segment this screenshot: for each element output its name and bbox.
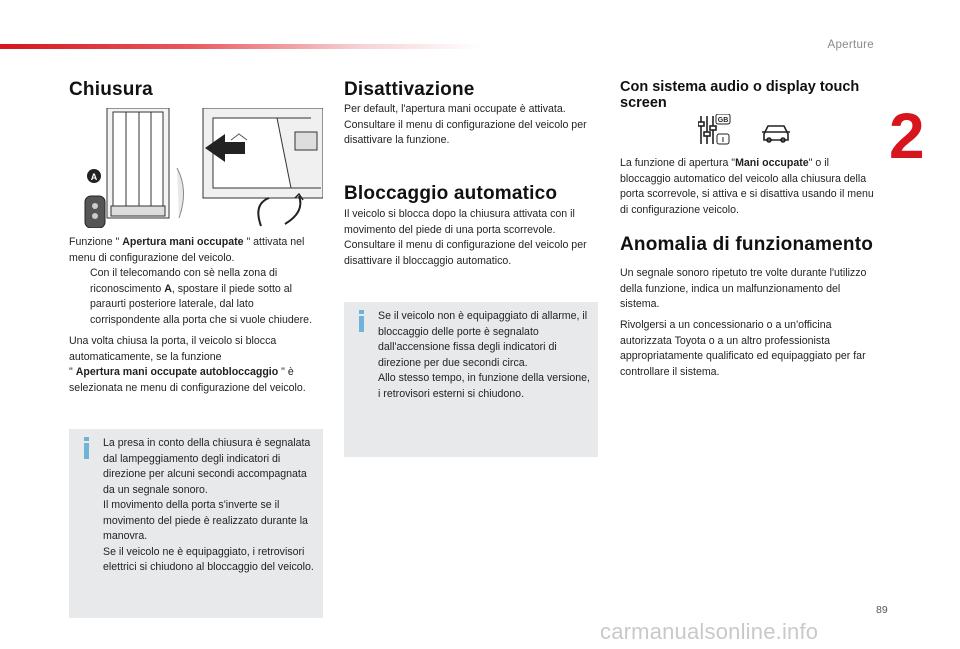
bold-run: Apertura mani occupate xyxy=(122,236,244,248)
heading-bloccaggio-automatico: Bloccaggio automatico xyxy=(344,183,558,204)
info-note-bloccaggio xyxy=(344,302,598,457)
text-disattivazione: Per default, l'apertura mani occupate è attivata. Consultare il menu di configurazione del veicolo per disattivare la funzione. xyxy=(344,103,587,146)
text-anomalia-1: Un segnale sonoro ripetuto tre volte durante l'utilizzo della funzione, indica un malfunzionamento del sistema. xyxy=(620,267,867,310)
sliders-icon xyxy=(698,116,716,144)
text-run: " attivata nel menu di configurazione del veicolo. xyxy=(69,236,305,264)
note-text: La presa in conto della chiusura è segnalata dal lampeggiamento degli indicatori di direzione per alcuni secondi accompagnata da un segnale sonoro. Il movimento della porta s'inverte se il movimento del piede è realizzato durante la manovra. Se il veicolo ne è equipaggiato, i retrovisori elettrici si chiudono al bloccaggio del veicolo. xyxy=(103,437,314,573)
bullet-text xyxy=(90,266,325,328)
heading-chiusura: Chiusura xyxy=(69,79,153,100)
text-run: Con il telecomando con sè nella zona di riconoscimento xyxy=(90,267,278,295)
text-run: " è selezionata ne menu di configurazione del veicolo. xyxy=(69,366,306,394)
remote-key-icon xyxy=(85,196,105,228)
gb-badge-text: GB xyxy=(717,117,729,124)
text-run: " xyxy=(69,366,76,378)
info-icon xyxy=(81,437,95,459)
header-color-bar xyxy=(0,44,480,49)
paragraph-autolock xyxy=(69,334,325,396)
text-run: , spostare il piede sotto al paraurti posteriore laterale, dal lato corrispondente alla porta che si vuole chiudere. xyxy=(90,282,313,326)
heading-disattivazione: Disattivazione xyxy=(344,79,475,100)
text-run: " o il bloccaggio automatico del veicolo alla chiusura della porta scorrevole, si attiva e si disattiva usando il menu di configurazione veicolo. xyxy=(620,157,874,216)
car-icon xyxy=(762,126,790,142)
label-a-text: A xyxy=(90,172,98,182)
text-run: Una volta chiusa la porta, il veicolo si blocca automaticamente, se la funzione xyxy=(69,335,277,363)
bold-run: A xyxy=(164,282,172,295)
text-anomalia-2: Rivolgersi a un concessionario o a un'officina autorizzata Toyota o a un altro professionista appropriatamente qualificato ed equipaggiato per far controllare il sistema. xyxy=(620,319,866,378)
bullet-item xyxy=(69,266,325,328)
language-gb-icon xyxy=(716,114,730,144)
watermark: carmanualsonline.info xyxy=(600,619,819,644)
info-icon xyxy=(356,310,370,332)
paragraph-function xyxy=(69,235,325,266)
section-label: Aperture xyxy=(827,39,874,51)
foot-motion-arrow-icon xyxy=(258,194,303,226)
text-bloccaggio: Il veicolo si blocca dopo la chiusura attivata con il movimento del piede di una porta scorrevole. Consultare il menu di configurazione del veicolo per disattivare il bloccaggio automatico. xyxy=(344,208,587,267)
text-run: La funzione di apertura " xyxy=(620,157,736,169)
van-rear-illustration xyxy=(81,108,323,228)
heading-anomalia: Anomalia di funzionamento xyxy=(620,234,874,255)
note-text: Se il veicolo non è equipaggiato di allarme, il bloccaggio delle porte è segnalato dall'accensione fissa degli indicatori di direzione per due secondi circa. Allo stesso tempo, in funzione della versione, i retrovisori esterni si chiudono. xyxy=(378,310,590,400)
label-a-marker xyxy=(87,169,101,183)
van-top-view xyxy=(95,108,183,228)
settings-icons xyxy=(698,114,794,146)
bold-run: Apertura mani occupate autobloccaggio xyxy=(75,366,279,378)
chiusura-body xyxy=(69,235,325,396)
text-sistema-audio xyxy=(620,156,876,218)
page-number: 89 xyxy=(876,604,888,616)
text-run: Funzione " xyxy=(69,236,123,248)
chapter-number: 2 xyxy=(889,100,925,172)
heading-sistema-audio: Con sistema audio o display touch screen xyxy=(620,79,860,111)
i-badge-text: I xyxy=(722,137,724,144)
info-note-chiusura xyxy=(69,429,323,618)
bold-run: Mani occupate xyxy=(735,157,809,169)
